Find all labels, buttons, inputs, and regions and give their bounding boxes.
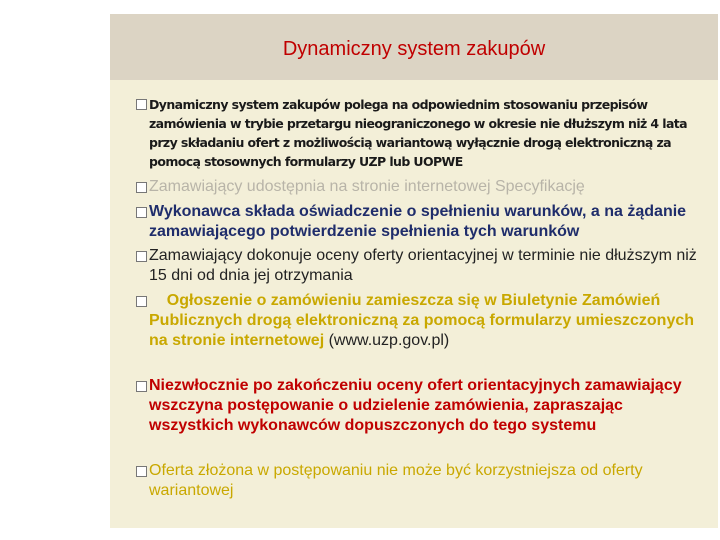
square-bullet-icon (136, 296, 147, 307)
square-bullet-icon (136, 381, 147, 392)
square-bullet-icon (136, 251, 147, 262)
bullet-text: Ogłoszenie o zamówieniu zamieszcza się w Biuletynie Zamówień Publicznych drogą elektroniczną za pomocą formularzy umieszczonych na stronie internetowej (149, 292, 699, 349)
bullet-text: Zamawiający udostępnia na stronie internetowej Specyfikację (149, 178, 585, 195)
square-bullet-icon (136, 182, 147, 193)
square-bullet-icon (136, 207, 147, 218)
square-bullet-icon (136, 466, 147, 477)
bullet-text: Dynamiczny system zakupów polega na odpowiednim stosowaniu przepisów zamówienia w trybie przetargu nieograniczonego w okresie nie dłuższym niż 4 lata przy składaniu ofert z możliwością wariantową wyłącznie drogą elektroniczną za pomocą stosownych formularzy UZP lub UOPWE (149, 97, 688, 169)
bullet-text-group (149, 291, 709, 351)
slide-title: Dynamiczny system zakupów (282, 38, 546, 60)
bullet-text: Niezwłocznie po zakończeniu oceny ofert orientacyjnych zamawiający wszczyna postępowanie o udzielenie zamówienia, zapraszając wszystkich wykonawców dopuszczonych do tego systemu (149, 377, 682, 434)
square-bullet-icon (136, 99, 147, 110)
bullet-text: Wykonawca składa oświadczenie o spełnieniu warunków, a na żądanie zamawiającego potwierdzenie spełnienia tych warunków (149, 203, 687, 240)
bullet-text: Oferta złożona w postępowaniu nie może być korzystniejsza od oferty wariantowej (149, 462, 643, 499)
bullet-text: Zamawiający dokonuje oceny oferty orientacyjnej w terminie nie dłuższym niż 15 dni od dnia jej otrzymania (149, 247, 697, 284)
website-url: (www.uzp.gov.pl) (328, 332, 450, 349)
